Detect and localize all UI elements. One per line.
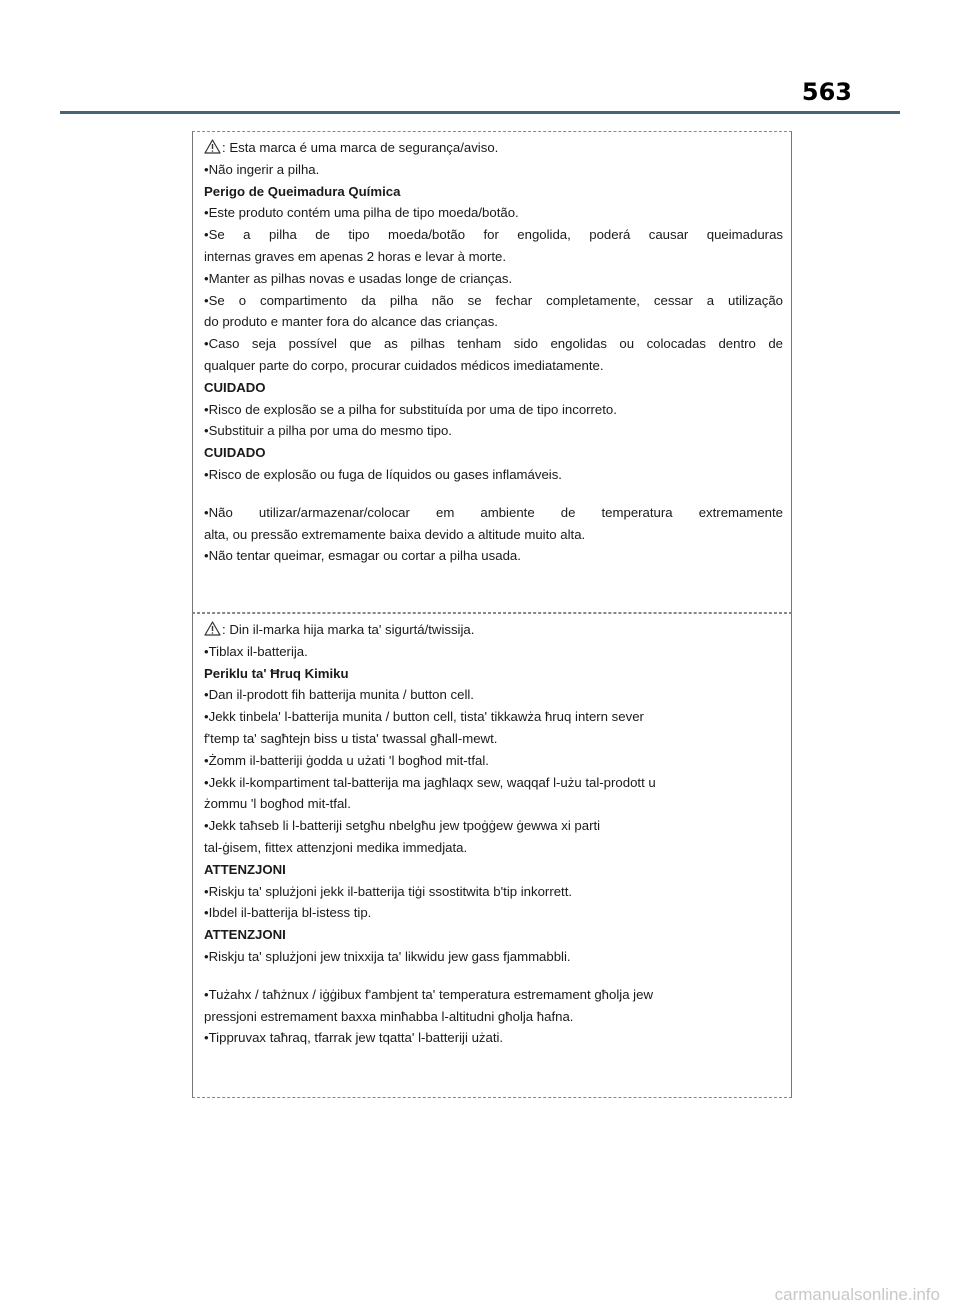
text-line-content: f'temp ta' sagħtejn biss u tista' twassal għall-mewt.	[204, 730, 498, 746]
text-line-content: •Substituir a pilha por uma do mesmo tipo.	[204, 423, 452, 439]
text-line	[204, 793, 783, 815]
text-line	[204, 902, 783, 924]
warning-box-portuguese	[192, 131, 792, 613]
text-line-content: CUIDADO	[204, 379, 266, 395]
text-line	[204, 202, 783, 224]
text-line	[204, 881, 783, 903]
text-line-content: •Jekk tinbela' l-batterija munita / button cell, tista' tikkawża ħruq intern sever	[204, 709, 644, 725]
text-line	[204, 946, 783, 968]
text-line	[204, 545, 783, 567]
text-line-content: •Caso seja possível que as pilhas tenham sido engolidas ou colocadas dentro de	[204, 336, 783, 352]
text-line-content: ATTENZJONI	[204, 861, 286, 877]
section-heading	[204, 181, 783, 203]
text-line-content: •Risco de explosão ou fuga de líquidos ou gases inflamáveis.	[204, 466, 562, 482]
text-line	[204, 772, 783, 794]
text-line-content: •Manter as pilhas novas e usadas longe de crianças.	[204, 270, 513, 286]
text-line	[204, 246, 783, 268]
text-line	[204, 268, 783, 290]
text-line-content: qualquer parte do corpo, procurar cuidados médicos imediatamente.	[204, 357, 604, 373]
text-line-content: do produto e manter fora do alcance das crianças.	[204, 314, 498, 330]
text-line	[204, 641, 783, 663]
section-heading	[204, 924, 783, 946]
text-line-content: •Jekk taħseb li l-batteriji setgħu nbelgħu jew tpoġġew ġewwa xi parti	[204, 818, 601, 834]
text-line	[204, 224, 783, 246]
section-heading	[204, 377, 783, 399]
text-line-content: : Esta marca é uma marca de segurança/aviso.	[222, 140, 499, 155]
text-line-content: •Este produto contém uma pilha de tipo moeda/botão.	[204, 205, 519, 221]
text-line-content: •Se a pilha de tipo moeda/botão for engolida, poderá causar queimaduras	[204, 227, 783, 243]
text-line	[204, 1027, 783, 1049]
text-line-content: : Din il-marka hija marka ta' sigurtá/twissija.	[222, 622, 475, 637]
text-line-content: •Tippruvax taħraq, tfarrak jew tqatta' l-batteriji użati.	[204, 1030, 504, 1046]
text-line-content: •Tiblax il-batterija.	[204, 643, 308, 659]
text-line	[204, 502, 783, 524]
text-line-content: •Riskju ta' splużjoni jekk il-batterija tiġi ssostitwita b'tip inkorrett.	[204, 883, 573, 899]
text-line-content: Perigo de Queimadura Química	[204, 183, 401, 199]
text-line	[204, 159, 783, 181]
text-line-content: alta, ou pressão extremamente baixa devido a altitude muito alta.	[204, 526, 586, 542]
text-line	[204, 815, 783, 837]
text-line	[204, 837, 783, 859]
text-line	[204, 137, 783, 159]
text-line-content: •Żomm il-batteriji ġodda u użati 'l bogħod mit-tfal.	[204, 752, 489, 768]
section-heading	[204, 663, 783, 685]
text-line	[204, 684, 783, 706]
text-line-content: Periklu ta' Ħruq Kimiku	[204, 665, 349, 681]
text-line-content: •Não utilizar/armazenar/colocar em ambiente de temperatura extremamente	[204, 504, 783, 520]
section-heading	[204, 859, 783, 881]
header-rule	[60, 111, 900, 114]
text-line	[204, 984, 783, 1006]
text-line	[204, 619, 783, 641]
text-line-content: •Dan il-prodott fih batterija munita / button cell.	[204, 687, 474, 703]
text-line-content: •Jekk il-kompartiment tal-batterija ma jagħlaqx sew, waqqaf l-użu tal-prodott u	[204, 774, 656, 790]
warning-box-maltese	[192, 613, 792, 1098]
text-line	[204, 355, 783, 377]
warning-triangle-icon	[204, 139, 221, 154]
text-line-content: internas graves em apenas 2 horas e levar à morte.	[204, 248, 507, 264]
text-line-content: •Se o compartimento da pilha não se fechar completamente, cessar a utilização	[204, 292, 783, 308]
text-line-content: •Riskju ta' splużjoni jew tnixxija ta' likwidu jew gass fjammabbli.	[204, 948, 571, 964]
text-line	[204, 728, 783, 750]
text-line-content: •Não tentar queimar, esmagar ou cortar a pilha usada.	[204, 548, 521, 564]
text-line	[204, 464, 783, 486]
text-line	[204, 420, 783, 442]
text-line-content: tal-ġisem, fittex attenzjoni medika immedjata.	[204, 839, 468, 855]
text-line-content: pressjoni estremament baxxa minħabba l-altitudni għolja ħafna.	[204, 1008, 574, 1024]
text-line-content: CUIDADO	[204, 445, 266, 461]
text-line	[204, 750, 783, 772]
text-line	[204, 524, 783, 546]
text-line-content: •Risco de explosão se a pilha for substituída por uma de tipo incorreto.	[204, 401, 617, 417]
text-line	[204, 1006, 783, 1028]
text-line	[204, 333, 783, 355]
warning-triangle-icon	[204, 621, 221, 636]
text-line-content: ATTENZJONI	[204, 927, 286, 943]
text-line	[204, 290, 783, 312]
text-line-content: •Tużahx / taħżnux / iġġibux f'ambjent ta' temperatura estremament għolja jew	[204, 986, 653, 1002]
text-line-content: •Ibdel il-batterija bl-istess tip.	[204, 905, 372, 921]
text-line-content: żommu 'l bogħod mit-tfal.	[204, 796, 351, 812]
text-line	[204, 399, 783, 421]
page-number: 563	[801, 78, 852, 106]
section-heading	[204, 442, 783, 464]
text-line	[204, 311, 783, 333]
text-line-content: •Não ingerir a pilha.	[204, 161, 320, 177]
text-line	[204, 706, 783, 728]
footer-watermark: carmanualsonline.info	[774, 1285, 940, 1304]
